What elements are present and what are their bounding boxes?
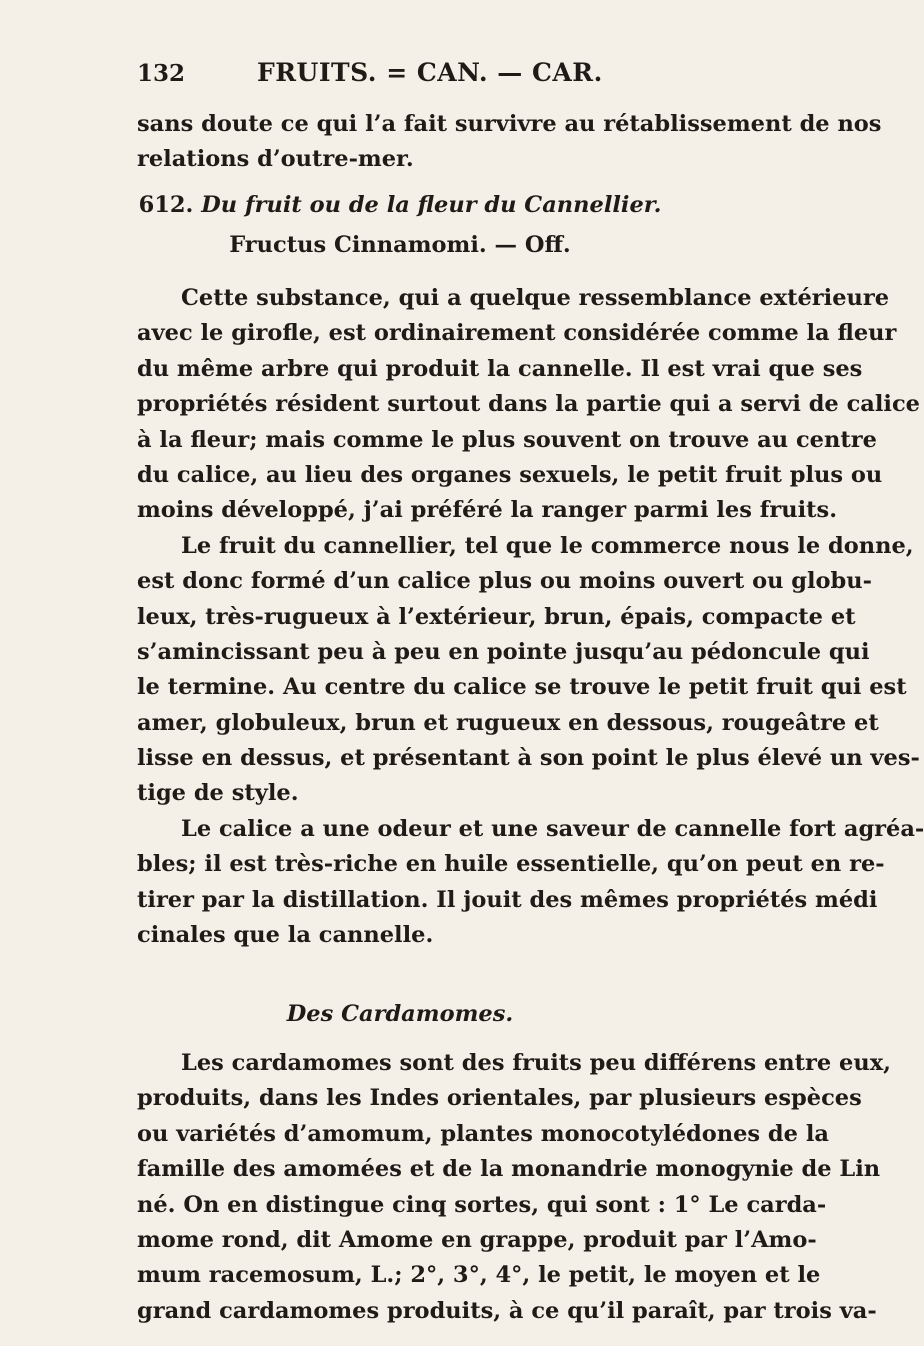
entry-heading [0, 192, 800, 218]
section-title: Des Cardamomes. [286, 1001, 514, 1027]
text-line: tirer par la distillation. Il jouit des mêmes propriétés médi [137, 886, 878, 913]
text-line: produits, dans les Indes orientales, par plusieurs espèces [137, 1085, 862, 1112]
text-line: sans doute ce qui l’a fait survivre au rétablissement de nos [137, 111, 882, 137]
text-line: grand cardamomes produits, à ce qu’il paraît, par trois va- [137, 1297, 877, 1324]
entry-number: 612. [138, 192, 194, 218]
text-line: avec le girofle, est ordinairement considérée comme la fleur [137, 320, 897, 347]
text-line: relations d’outre-mer. [137, 146, 414, 173]
paragraph-cannellier [137, 281, 924, 953]
text-line: cinales que la cannelle. [137, 922, 434, 949]
text-line: du même arbre qui produit la cannelle. Il est vrai que ses [137, 355, 863, 382]
text-line: Le calice a une odeur et une saveur de cannelle fort agréa- [181, 815, 924, 842]
intro-text [137, 107, 882, 178]
text-line: amer, globuleux, brun et rugueux en dessous, rougeâtre et [137, 709, 879, 736]
text-line: à la fleur; mais comme le plus souvent on trouve au centre [137, 426, 877, 453]
text-line: du calice, au lieu des organes sexuels, le petit fruit plus ou [137, 461, 883, 488]
text-line: famille des amomées et de la monandrie monogynie de Lin [137, 1156, 881, 1183]
text-line: ou variétés d’amomum, plantes monocotylédones de la [137, 1120, 829, 1147]
text-line: leux, très-rugueux à l’extérieur, brun, épais, compacte et [137, 603, 856, 630]
text-line: Cette substance, qui a quelque ressemblance extérieure [181, 285, 890, 311]
text-line: mum racemosum, L.; 2°, 3°, 4°, le petit, le moyen et le [137, 1262, 821, 1289]
entry-title: Du fruit ou de la fleur du Cannellier. [201, 192, 662, 218]
running-title: FRUITS. = CAN. — CAR. [257, 58, 603, 87]
text-line: mome rond, dit Amome en grappe, produit par l’Amo- [137, 1226, 817, 1253]
page-number: 132 [137, 60, 186, 87]
text-line: Les cardamomes sont des fruits peu différens entre eux, [181, 1050, 891, 1076]
text-line: né. On en distingue cinq sortes, qui sont : 1° Le carda- [137, 1191, 827, 1218]
paragraph-cardamomes [137, 1046, 891, 1329]
text-line: tige de style. [137, 780, 299, 807]
text-line: lisse en dessus, et présentant à son point le plus élevé un ves- [137, 745, 920, 772]
text-line: bles; il est très-riche en huile essentielle, qu’on peut en re- [137, 851, 885, 878]
page-header [137, 58, 697, 94]
text-line: moins développé, j’ai préféré la ranger parmi les fruits. [137, 497, 838, 524]
text-line: le termine. Au centre du calice se trouve le petit fruit qui est [137, 674, 907, 701]
text-line: s’amincissant peu à peu en pointe jusqu’au pédoncule qui [137, 638, 870, 665]
text-line: est donc formé d’un calice plus ou moins ouvert ou globu- [137, 568, 872, 595]
entry-subtitle: Fructus Cinnamomi. — Off. [229, 232, 571, 258]
text-line: Le fruit du cannellier, tel que le commerce nous le donne, [181, 532, 914, 559]
text-line: propriétés résident surtout dans la partie qui a servi de calice [137, 391, 920, 418]
